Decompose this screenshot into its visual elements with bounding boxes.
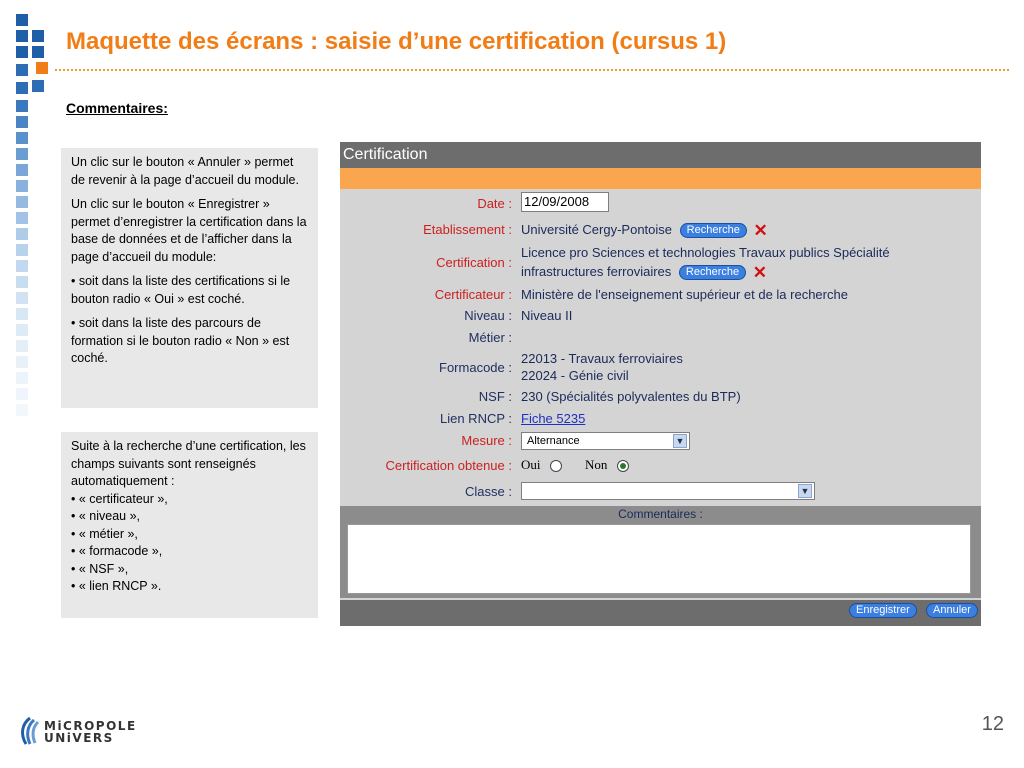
- certificateur-value: Ministère de l'enseignement supérieur et de la recherche: [521, 287, 848, 302]
- label-nsf: NSF :: [478, 389, 512, 404]
- certification-form: [340, 142, 981, 626]
- label-certificateur: Certificateur :: [434, 287, 512, 302]
- clear-certification-icon[interactable]: ✕: [752, 263, 767, 283]
- certification-value-line2: infrastructures ferroviaires: [521, 264, 672, 279]
- slide-title: Maquette des écrans : saisie d’une certification (cursus 1): [66, 28, 727, 55]
- label-certification-obtenue: Certification obtenue :: [385, 458, 512, 473]
- certification-row: [521, 262, 767, 281]
- classe-select[interactable]: [521, 482, 815, 500]
- note-buttons: [61, 148, 318, 408]
- mesure-select[interactable]: [521, 432, 690, 450]
- logo-line2: UNiVERS: [44, 731, 114, 745]
- page-number: 12: [981, 713, 1004, 735]
- nsf-value: 230 (Spécialités polyvalentes du BTP): [521, 389, 741, 404]
- note-bullet: • « niveau »,: [71, 509, 141, 523]
- formacode-value-2: 22024 - Génie civil: [521, 368, 629, 383]
- note-autofill: [61, 432, 318, 618]
- form-title: Certification: [340, 142, 981, 168]
- comments-label: Commentaires :: [340, 506, 981, 522]
- comments-container: [340, 522, 981, 598]
- note-bullet: • « certificateur »,: [71, 491, 168, 506]
- niveau-value: Niveau II: [521, 308, 573, 323]
- radio-non[interactable]: [617, 460, 629, 472]
- radio-oui[interactable]: [550, 460, 562, 472]
- note-paragraph: Un clic sur le bouton « Annuler » permet de revenir à la page d’accueil du module.: [71, 155, 299, 187]
- lien-rncp-link[interactable]: Fiche 5235: [521, 411, 586, 426]
- label-certification: Certification :: [436, 255, 512, 270]
- label-classe: Classe :: [465, 484, 512, 499]
- note-bullet: • « NSF »,: [71, 561, 129, 576]
- chevron-down-icon: ▼: [673, 434, 687, 448]
- label-metier: Métier :: [468, 330, 512, 345]
- radio-label-oui: Oui: [521, 457, 541, 472]
- radio-label-non: Non: [585, 457, 608, 472]
- note-paragraph: Un clic sur le bouton « Enregistrer » permet d’enregistrer la certification dans la base de données et de l’afficher dans la page d’accueil du module:: [71, 197, 307, 264]
- note-bullet: • « formacode »,: [71, 544, 163, 558]
- note-bullet: • « métier »,: [71, 526, 138, 541]
- label-mesure: Mesure :: [461, 433, 512, 448]
- note-paragraph: • soit dans la liste des certifications si le bouton radio « Oui » est coché.: [71, 274, 291, 306]
- label-date: Date :: [477, 196, 512, 211]
- label-etablissement: Etablissement :: [423, 222, 512, 237]
- comments-heading: Commentaires:: [66, 100, 168, 116]
- comments-textarea[interactable]: [347, 524, 971, 594]
- logo-line1: MiCROPOLE: [44, 719, 137, 733]
- save-button[interactable]: Enregistrer: [849, 603, 917, 618]
- form-orange-bar: [340, 168, 981, 189]
- logo-text: [44, 720, 137, 744]
- note-bullet: • « lien RNCP ».: [71, 579, 162, 593]
- formacode-value-1: 22013 - Travaux ferroviaires: [521, 351, 683, 366]
- recherche-etablissement-button[interactable]: Recherche: [680, 223, 747, 238]
- note-paragraph: Suite à la recherche d’une certification, les champs suivants sont renseignés automatiquement :: [71, 439, 306, 488]
- date-input[interactable]: 12/09/2008: [521, 192, 609, 212]
- certification-value-line1: Licence pro Sciences et technologies Travaux publics Spécialité: [521, 245, 890, 260]
- mesure-selected-value: Alternance: [527, 435, 580, 447]
- micropole-logo-icon: [18, 716, 42, 751]
- lien-rncp-row: [521, 409, 585, 428]
- recherche-certification-button[interactable]: Recherche: [679, 265, 746, 280]
- note-paragraph: • soit dans la liste des parcours de formation si le bouton radio « Non » est coché.: [71, 316, 290, 365]
- etablissement-value: Université Cergy-Pontoise: [521, 222, 673, 237]
- certification-obtenue-radio-group: [521, 457, 633, 473]
- label-niveau: Niveau :: [464, 308, 512, 323]
- title-divider: [55, 69, 1009, 71]
- clear-etablissement-icon[interactable]: ✕: [753, 221, 768, 241]
- label-lien-rncp: Lien RNCP :: [439, 411, 512, 426]
- label-formacode: Formacode :: [439, 360, 512, 375]
- etablissement-row: [521, 220, 768, 239]
- cancel-button[interactable]: Annuler: [926, 603, 978, 618]
- chevron-down-icon: ▼: [798, 484, 812, 498]
